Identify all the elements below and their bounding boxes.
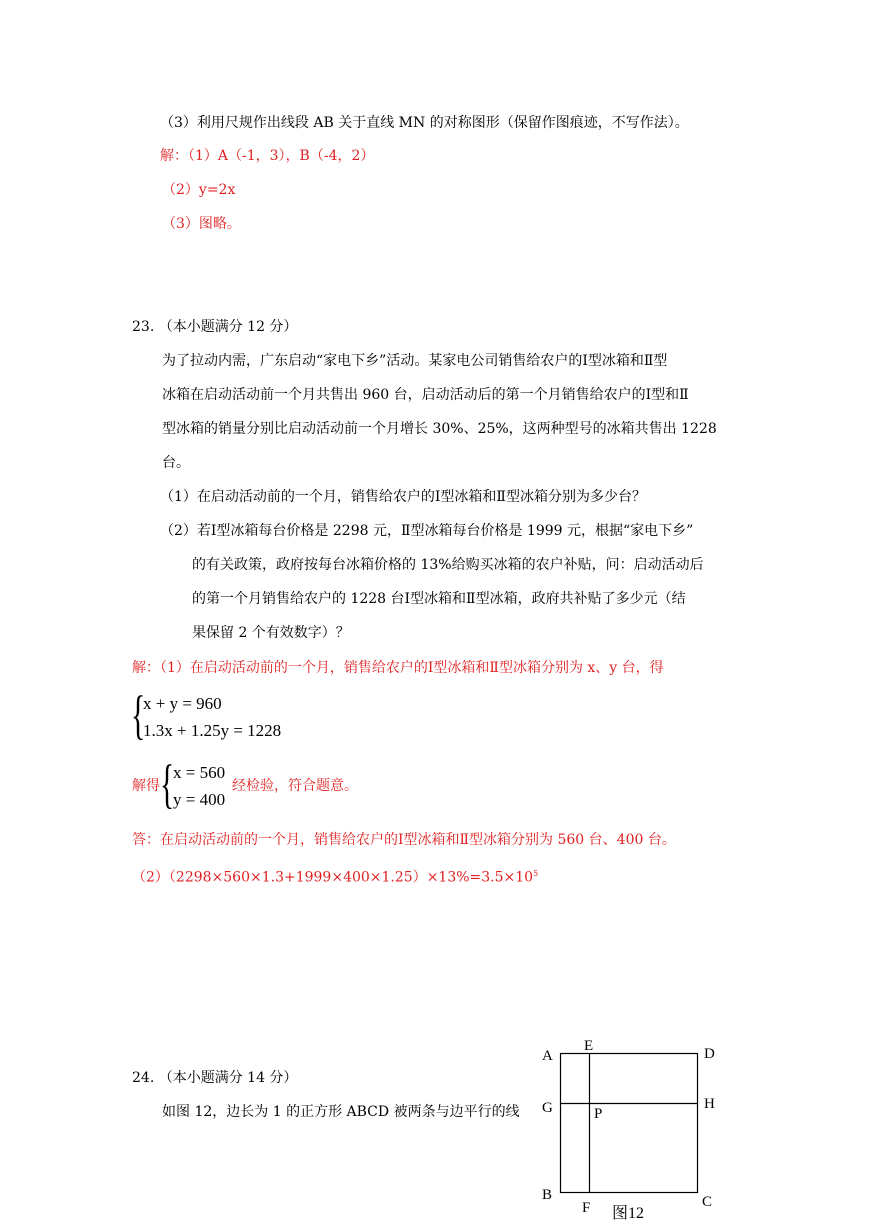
q23-equation-2: 1.3x + 1.25y = 1228 bbox=[143, 721, 282, 740]
q23-sub2-line-3: 的第一个月销售给农户的 1228 台Ⅰ型冰箱和Ⅱ型冰箱，政府共补贴了多少元（结 bbox=[192, 591, 686, 607]
q23-body-line-4: 台。 bbox=[162, 455, 190, 471]
q22-answer3: （3）图略。 bbox=[162, 216, 241, 232]
q23-body-line-1: 为了拉动内需，广东启动“家电下乡”活动。某家电公司销售给农户的Ⅰ型冰箱和Ⅱ型 bbox=[162, 353, 668, 369]
q23-sub2-line-2: 的有关政策，政府按每台冰箱价格的 13%给购买冰箱的农户补贴，问：启动活动后 bbox=[192, 557, 704, 573]
label-b: B bbox=[542, 1187, 553, 1203]
q23-equation-1: x + y = 960 bbox=[143, 694, 222, 713]
q23-solution-intro: 解：（1）在启动活动前的一个月，销售给农户的Ⅰ型冰箱和Ⅱ型冰箱分别为 x、y 台，得 bbox=[132, 660, 664, 676]
label-h: H bbox=[704, 1096, 715, 1112]
q23-sub2-line-1: （2）若Ⅰ型冰箱每台价格是 2298 元，Ⅱ型冰箱每台价格是 1999 元，根据“家电下乡” bbox=[160, 523, 694, 539]
q24-text: 如图 12，边长为 1 的正方形 ABCD 被两条与边平行的线 bbox=[162, 1104, 520, 1120]
label-e: E bbox=[584, 1038, 594, 1054]
q23-solve-label: 解得 bbox=[132, 778, 160, 794]
q22-answer2: （2）y=2x bbox=[162, 182, 236, 198]
q22-answer1: 解：（1）A（-1，3），B（-4，2） bbox=[160, 148, 375, 164]
q23-part2-exponent: 5 bbox=[533, 869, 539, 878]
q23-part2-answer bbox=[132, 864, 538, 888]
system-brace-2: { bbox=[160, 754, 175, 814]
q23-part2-expression: （2）（2298×560×1.3+1999×400×1.25）×13%=3.5×10 bbox=[132, 869, 534, 886]
label-p: P bbox=[594, 1106, 603, 1122]
q24-header: 24. （本小题满分 14 分） bbox=[132, 1070, 298, 1086]
system-brace-1: { bbox=[131, 685, 146, 745]
figure-12-square bbox=[530, 1034, 730, 1224]
q23-result-x: x = 560 bbox=[173, 763, 226, 782]
q23-body-line-3: 型冰箱的销量分别比启动活动前一个月增长 30%、25%，这两种型号的冰箱共售出 1228 bbox=[162, 421, 717, 437]
label-g: G bbox=[542, 1100, 553, 1116]
q23-answer: 答：在启动活动前的一个月，销售给农户的Ⅰ型冰箱和Ⅱ型冰箱分别为 560 台、400 台。 bbox=[132, 832, 676, 848]
q23-header: 23. （本小题满分 12 分） bbox=[132, 319, 298, 335]
label-a: A bbox=[542, 1048, 553, 1064]
q23-result-y: y = 400 bbox=[173, 790, 226, 809]
label-d: D bbox=[704, 1046, 715, 1062]
q23-check: 经检验，符合题意。 bbox=[232, 778, 358, 794]
label-c: C bbox=[702, 1194, 713, 1210]
q23-sub2-line-4: 果保留 2 个有效数字）？ bbox=[192, 625, 350, 641]
q22-part3: （3）利用尺规作出线段 AB 关于直线 MN 的对称图形（保留作图痕迹，不写作法）。 bbox=[160, 115, 689, 131]
square-abcd bbox=[561, 1054, 698, 1193]
q23-body-line-2: 冰箱在启动活动前一个月共售出 960 台，启动活动后的第一个月销售给农户的Ⅰ型和Ⅱ bbox=[162, 387, 689, 403]
figure-caption: 图12 bbox=[612, 1205, 645, 1222]
q23-sub1: （1）在启动活动前的一个月，销售给农户的Ⅰ型冰箱和Ⅱ型冰箱分别为多少台？ bbox=[160, 489, 646, 505]
label-f: F bbox=[582, 1200, 591, 1216]
